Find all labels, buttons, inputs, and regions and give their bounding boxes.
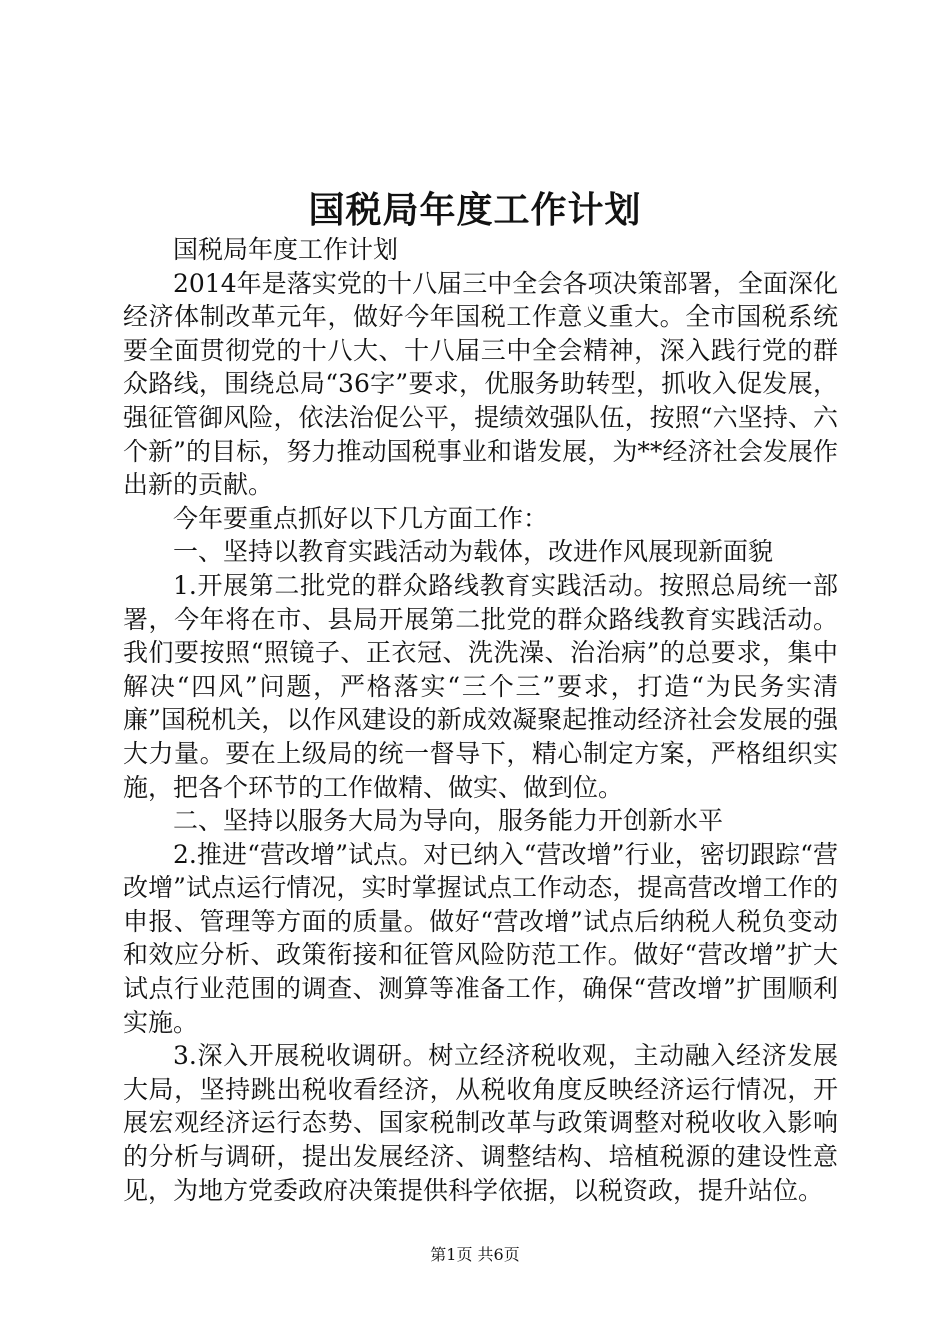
document-title: 国税局年度工作计划 xyxy=(308,189,642,231)
paragraph-intro: 2014年是落实党的十八届三中全会各项决策部署，全面深化经济体制改革元年，做好今年国税工作意义重大。全市国税系统要全面贯彻党的十八大、十八届三中全会精神，深入践行党的群众路线，围绕总局“36字”要求，优服务助转型，抓收入促发展，强征管御风险，依法治促公平，提绩效强队伍，按照“六坚持、六个新”的目标，努力推动国税事业和谐发展，为**经济社会发展作出新的贡献。 xyxy=(123,268,838,500)
document-body xyxy=(123,233,838,1207)
paragraph-item-1: 1.开展第二批党的群众路线教育实践活动。按照总局统一部署，今年将在市、县局开展第二批党的群众路线教育实践活动。我们要按照“照镜子、正衣冠、洗洗澡、治治病”的总要求，集中解决“四风”问题，严格落实“三个三”要求，打造“为民务实清廉”国税机关，以作风建设的新成效凝聚起推动经济社会发展的强大力量。要在上级局的统一督导下，精心制定方案，严格组织实施，把各个环节的工作做精、做实、做到位。 xyxy=(123,570,838,802)
paragraph-item-3: 3.深入开展税收调研。树立经济税收观，主动融入经济发展大局，坚持跳出税收看经济，从税收角度反映经济运行情况，开展宏观经济运行态势、国家税制改革与政策调整对税收收入影响的分析与调研，提出发展经济、调整结构、培植税源的建设性意见，为地方党委政府决策提供科学依据，以税资政，提升站位。 xyxy=(123,1041,838,1205)
paragraph-focus: 今年要重点抓好以下几方面工作： xyxy=(173,503,549,533)
page-number-footer: 第1页 共6页 xyxy=(430,1245,520,1264)
paragraph-item-2: 2.推进“营改增”试点。对已纳入“营改增”行业，密切跟踪“营改增”试点运行情况，实时掌握试点工作动态，提高营改增工作的申报、管理等方面的质量。做好“营改增”试点后纳税人税负变动和效应分析、政策衔接和征管风险防范工作。做好“营改增”扩大试点行业范围的调查、测算等准备工作，确保“营改增”扩围顺利实施。 xyxy=(123,839,838,1037)
section-heading-1: 一、坚持以教育实践活动为载体，改进作风展现新面貌 xyxy=(173,537,774,567)
section-heading-2: 二、坚持以服务大局为导向，服务能力开创新水平 xyxy=(173,806,724,836)
paragraph-subtitle: 国税局年度工作计划 xyxy=(173,235,399,264)
